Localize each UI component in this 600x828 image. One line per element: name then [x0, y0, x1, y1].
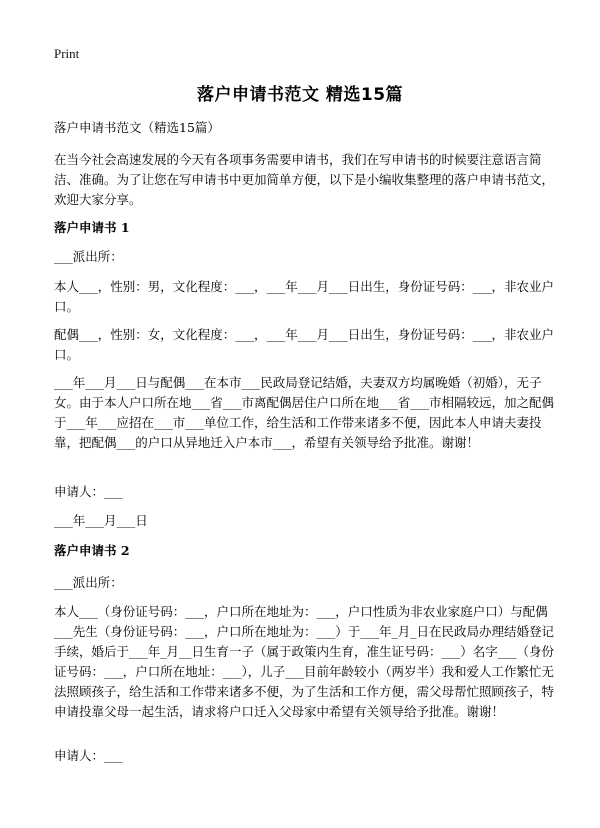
- section2-applicant: 申请人：___: [54, 748, 123, 763]
- print-link[interactable]: Print: [54, 46, 80, 61]
- section1-salutation: ___派出所：: [54, 249, 123, 264]
- page-title: 落户申请书范文 精选15篇: [196, 85, 404, 105]
- document-subtitle: 落户申请书范文（精选15篇）: [54, 120, 220, 135]
- section1-paragraph-2: 配偶___，性别：女，文化程度：___，___年___月___日出生，身份证号码：___，非农业户口。: [54, 327, 555, 362]
- section1-paragraph-3: ___年___月___日与配偶___在本市___民政局登记结婚，夫妻双方均属晚婚（初婚），无子女。由于本人户口所在地___省___市离配偶居住户口所在地___省___市相隔较远，加之配偶于___年___应招在___市___单位工作，给生活和工作带来诸多不便，因此本人申请夫妻投靠，把配偶___的户口从异地迁入户本市___，希望有关领导给予批准。谢谢！: [54, 375, 555, 450]
- section1-date: ___年___月___日: [54, 513, 148, 528]
- section2-heading: 落户申请书 2: [54, 543, 130, 558]
- intro-paragraph: 在当今社会高速发展的今天有各项事务需要申请书，我们在写申请书的时候要注意语言简洁、准确。为了让您在写申请书中更加简单方便，以下是小编收集整理的落户申请书范文，欢迎大家分享。: [54, 152, 555, 207]
- section2-salutation: ___派出所：: [54, 575, 123, 590]
- section1-paragraph-1: 本人___，性别：男，文化程度：___，___年___月___日出生，身份证号码：___，非农业户口。: [54, 279, 555, 314]
- section1-heading: 落户申请书 1: [54, 220, 130, 235]
- section2-paragraph-1: 本人___（身份证号码：___，户口所在地址为：___，户口性质为非农业家庭户口）与配偶___先生（身份证号码：___，户口所在地址为：___）于___年_月_日在民政局办理结婚登记手续，婚后于___年_月__日生育一子（属于政策内生育，准生证号码：___）名字___（身份证号码：___，户口所在地址：___），儿子___目前年龄较小（两岁半）我和爱人工作繁忙无法照顾孩子，给生活和工作带来诸多不便，为了生活和工作方便，需父母帮忙照顾孩子，特申请投靠父母一起生活，请求将户口迁入父母家中希望有关领导给予批准。谢谢！: [54, 604, 555, 719]
- section1-applicant: 申请人：___: [54, 484, 123, 499]
